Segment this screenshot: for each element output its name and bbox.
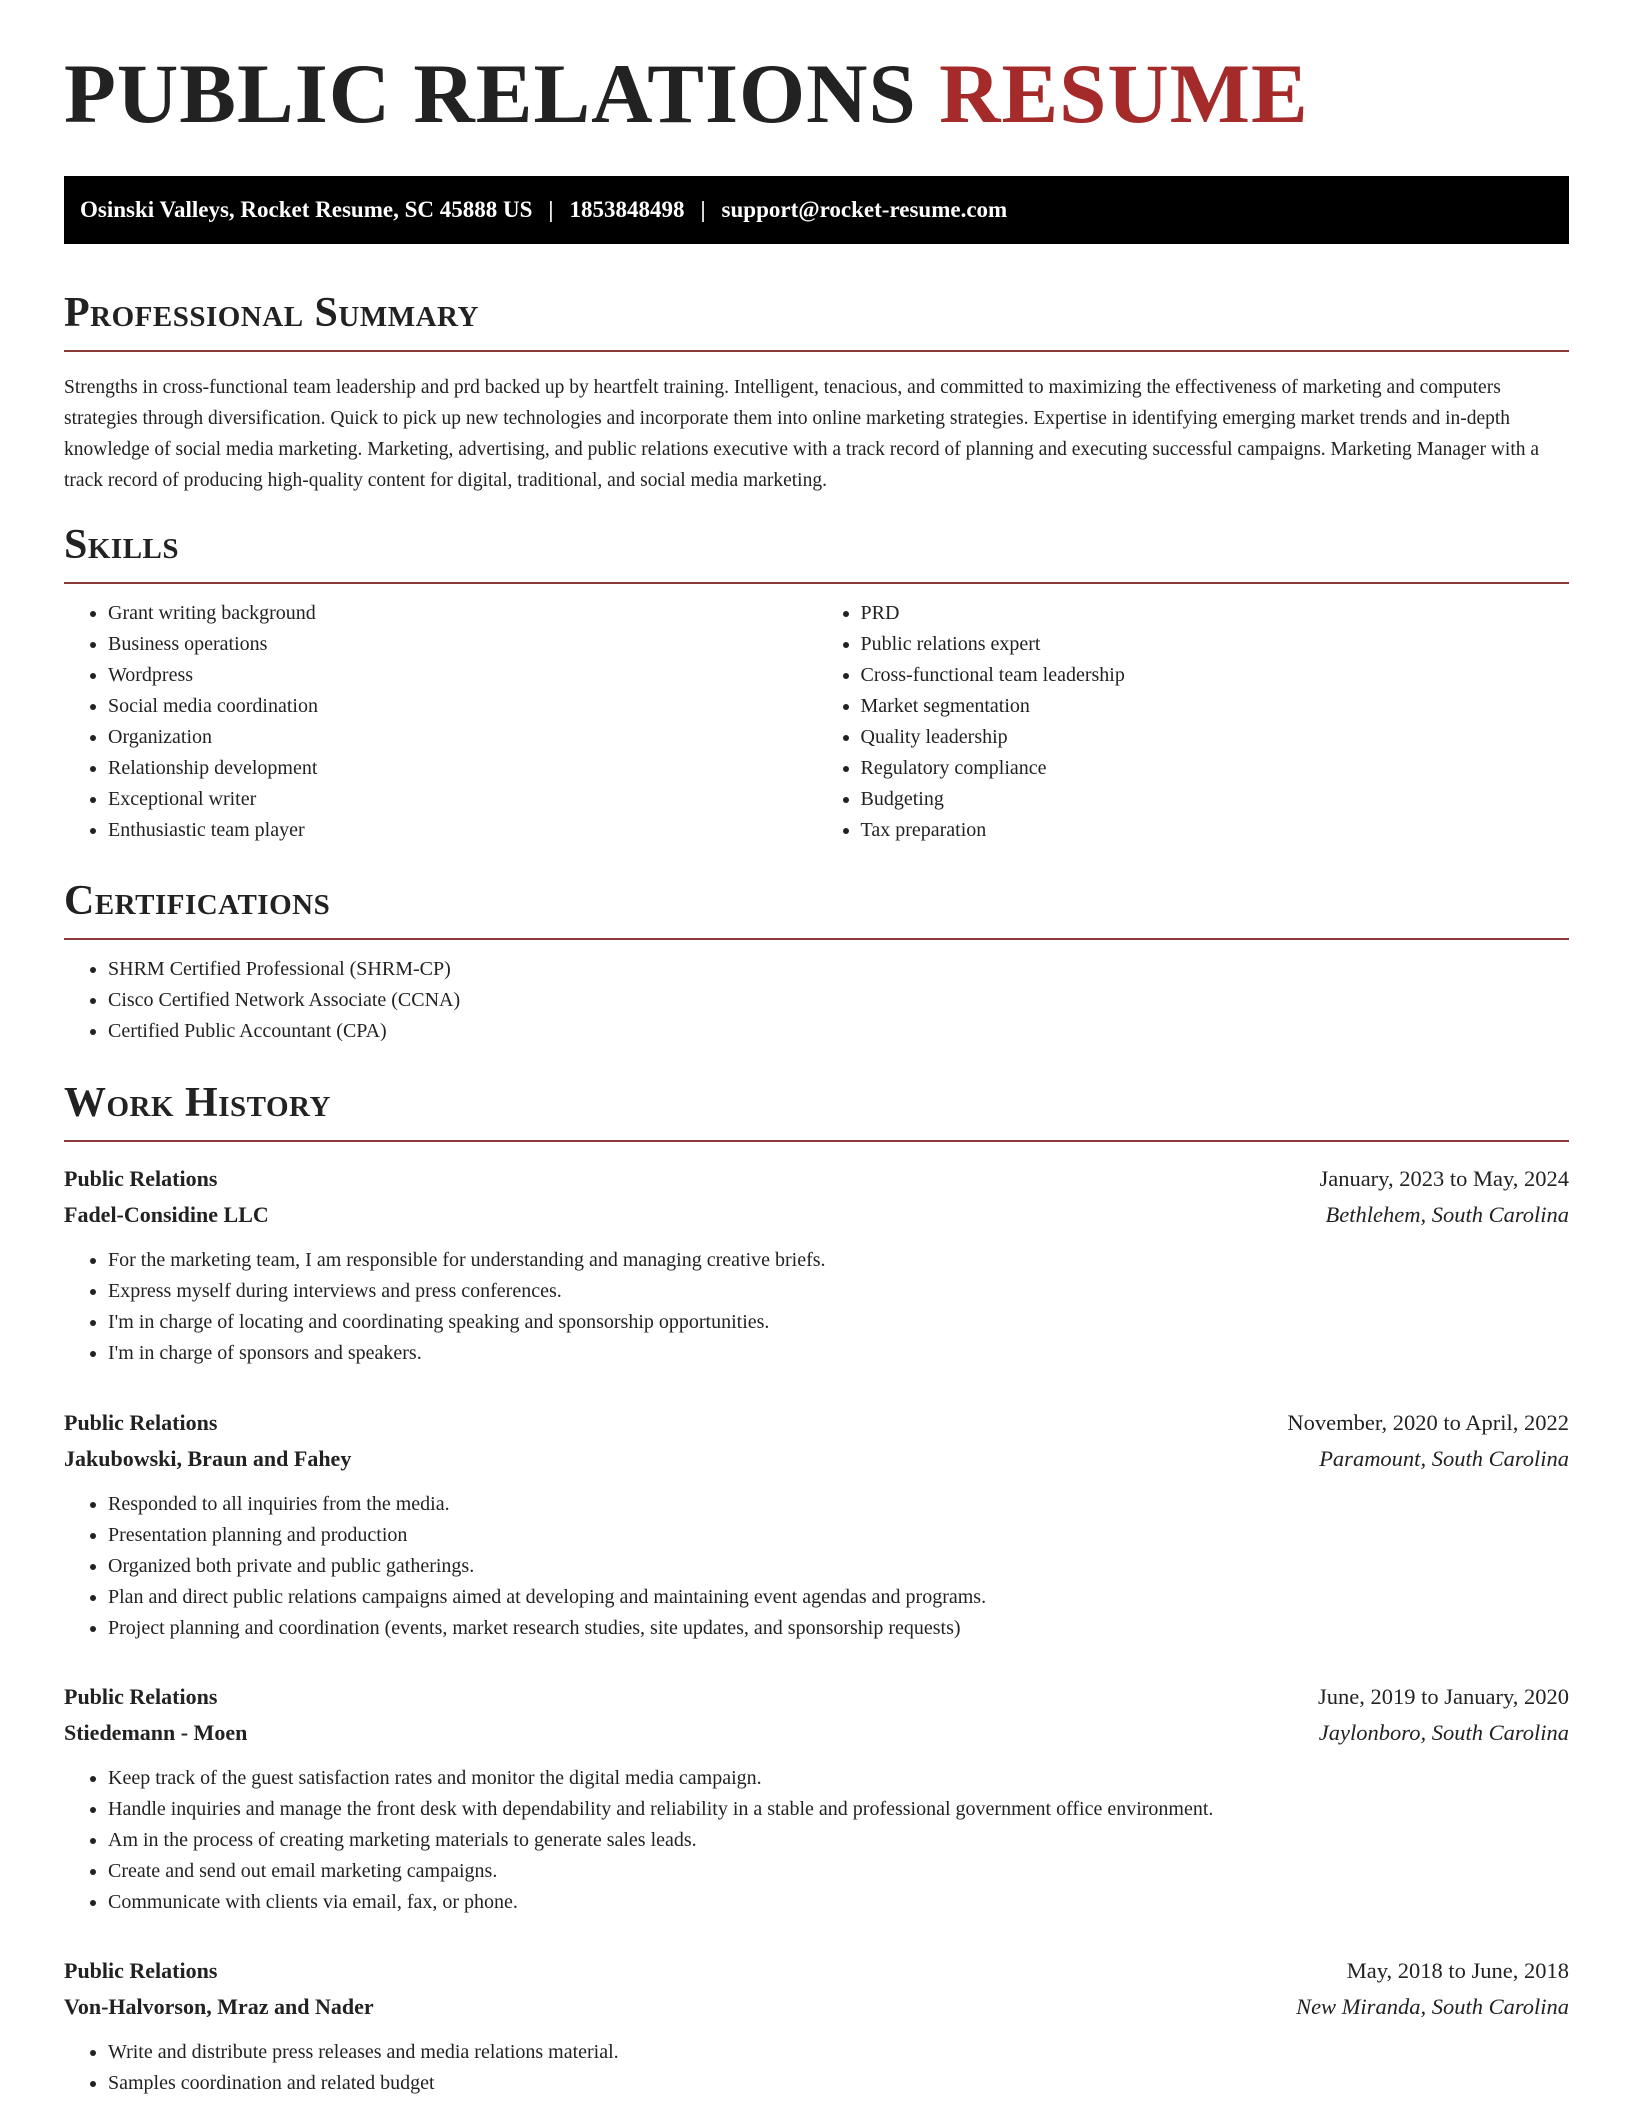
duty-item: • Organized both private and public gatherings.: [108, 1551, 1569, 1582]
skill-item: • Business operations: [108, 629, 817, 660]
duty-item: • Am in the process of creating marketing materials to generate sales leads.: [108, 1825, 1569, 1856]
skill-item: • Exceptional writer: [108, 784, 817, 815]
job-duties: [64, 1489, 1569, 1644]
certifications-section: [64, 880, 1569, 1047]
job-location: Jaylonboro, South Carolina: [1318, 1720, 1569, 1745]
certifications-list: [64, 954, 1569, 1047]
title-main: PUBLIC RELATIONS: [64, 47, 917, 141]
skill-item: • Budgeting: [861, 784, 1570, 815]
skill-item: • Enthusiastic team player: [108, 815, 817, 846]
duty-item: • I'm in charge of locating and coordinating speaking and sponsorship opportunities.: [108, 1307, 1569, 1338]
duty-item: • Handle inquiries and manage the front desk with dependability and reliability in a stable and professional government office environment.: [108, 1794, 1569, 1825]
skill-item: • Cross-functional team leadership: [861, 660, 1570, 691]
duty-item: • Responded to all inquiries from the media.: [108, 1489, 1569, 1520]
job-duties: [64, 1763, 1569, 1918]
skill-item: • PRD: [861, 598, 1570, 629]
section-heading: Professional Summary: [64, 290, 479, 336]
contact-separator: |: [700, 197, 706, 222]
duty-item: • Plan and direct public relations campaigns aimed at developing and maintaining event agendas and programs.: [108, 1582, 1569, 1613]
contact-phone: 1853848498: [569, 197, 685, 222]
section-divider: [64, 582, 1569, 584]
job-duties: [64, 1245, 1569, 1369]
section-divider: [64, 938, 1569, 940]
job-dates: June, 2019 to January, 2020: [1317, 1684, 1569, 1709]
job-role: Public Relations: [64, 1410, 218, 1435]
certification-item: • Certified Public Accountant (CPA): [108, 1016, 1569, 1047]
section-heading: Skills: [64, 522, 180, 568]
duty-item: • Presentation planning and production: [108, 1520, 1569, 1551]
duty-item: • For the marketing team, I am responsible for understanding and managing creative briefs.: [108, 1245, 1569, 1276]
job-entry: [64, 1679, 1569, 1918]
duty-item: • Express myself during interviews and press conferences.: [108, 1276, 1569, 1307]
job-role: Public Relations: [64, 1166, 218, 1191]
duty-item: • Write and distribute press releases and media relations material.: [108, 2037, 1569, 2068]
duty-item: • Samples coordination and related budget: [108, 2068, 1569, 2099]
job-dates: May, 2018 to June, 2018: [1346, 1958, 1569, 1983]
section-heading: Work History: [64, 1080, 331, 1126]
skill-item: • Organization: [108, 722, 817, 753]
skills-columns: [64, 598, 1569, 846]
job-role: Public Relations: [64, 1958, 218, 1983]
title-accent: RESUME: [939, 47, 1309, 141]
duty-item: • I'm in charge of sponsors and speakers.: [108, 1338, 1569, 1369]
contact-separator: |: [548, 197, 554, 222]
skills-section: [64, 524, 1569, 846]
job-entry: [64, 1953, 1569, 2099]
summary-text: Strengths in cross-functional team leadership and prd backed up by heartfelt training. Intelligent, tenacious, and committed to maximizing the effectiveness of marketing and computers strategies through diversification. Quick to pick up new technologies and incorporate them into online marketing strategies. Expertise in identifying emerging market trends and in-depth knowledge of social media marketing. Marketing, advertising, and public relations executive with a track record of planning and executing successful campaigns. Marketing Manager with a track record of producing high-quality content for digital, traditional, and social media marketing.: [64, 377, 1540, 491]
duty-item: • Keep track of the guest satisfaction rates and monitor the digital media campaign.: [108, 1763, 1569, 1794]
job-entry: [64, 1161, 1569, 1369]
job-location: Paramount, South Carolina: [1319, 1446, 1569, 1471]
job-entry: [64, 1405, 1569, 1644]
duty-item: • Create and send out email marketing campaigns.: [108, 1856, 1569, 1887]
skill-item: • Relationship development: [108, 753, 817, 784]
contact-email: support@rocket-resume.com: [721, 197, 1008, 222]
skills-list-right: [817, 598, 1570, 846]
contact-bar: [64, 176, 1569, 244]
job-duties: [64, 2037, 1569, 2099]
job-company: Stiedemann - Moen: [64, 1720, 248, 1745]
skill-item: • Grant writing background: [108, 598, 817, 629]
job-company: Von-Halvorson, Mraz and Nader: [64, 1994, 374, 2019]
work-history-section: [64, 1082, 1569, 1142]
resume-title: [64, 47, 1309, 141]
skills-list-left: [64, 598, 817, 846]
duty-item: • Project planning and coordination (events, market research studies, site updates, and sponsorship requests): [108, 1613, 1569, 1644]
job-company: Fadel-Considine LLC: [64, 1202, 269, 1227]
job-role: Public Relations: [64, 1684, 218, 1709]
section-divider: [64, 1140, 1569, 1142]
contact-address: Osinski Valleys, Rocket Resume, SC 45888 US: [80, 197, 533, 222]
job-dates: January, 2023 to May, 2024: [1319, 1166, 1569, 1191]
job-location: New Miranda, South Carolina: [1296, 1994, 1569, 2019]
skill-item: • Social media coordination: [108, 691, 817, 722]
certification-item: • Cisco Certified Network Associate (CCNA): [108, 985, 1569, 1016]
skill-item: • Regulatory compliance: [861, 753, 1570, 784]
summary-section: [64, 292, 1569, 496]
certification-item: • SHRM Certified Professional (SHRM-CP): [108, 954, 1569, 985]
section-divider: [64, 350, 1569, 352]
section-heading: Certifications: [64, 878, 331, 924]
job-company: Jakubowski, Braun and Fahey: [64, 1446, 352, 1471]
skill-item: • Tax preparation: [861, 815, 1570, 846]
duty-item: • Communicate with clients via email, fax, or phone.: [108, 1887, 1569, 1918]
skill-item: • Wordpress: [108, 660, 817, 691]
skill-item: • Public relations expert: [861, 629, 1570, 660]
skill-item: • Quality leadership: [861, 722, 1570, 753]
skill-item: • Market segmentation: [861, 691, 1570, 722]
job-location: Bethlehem, South Carolina: [1325, 1202, 1569, 1227]
job-dates: November, 2020 to April, 2022: [1287, 1410, 1569, 1435]
